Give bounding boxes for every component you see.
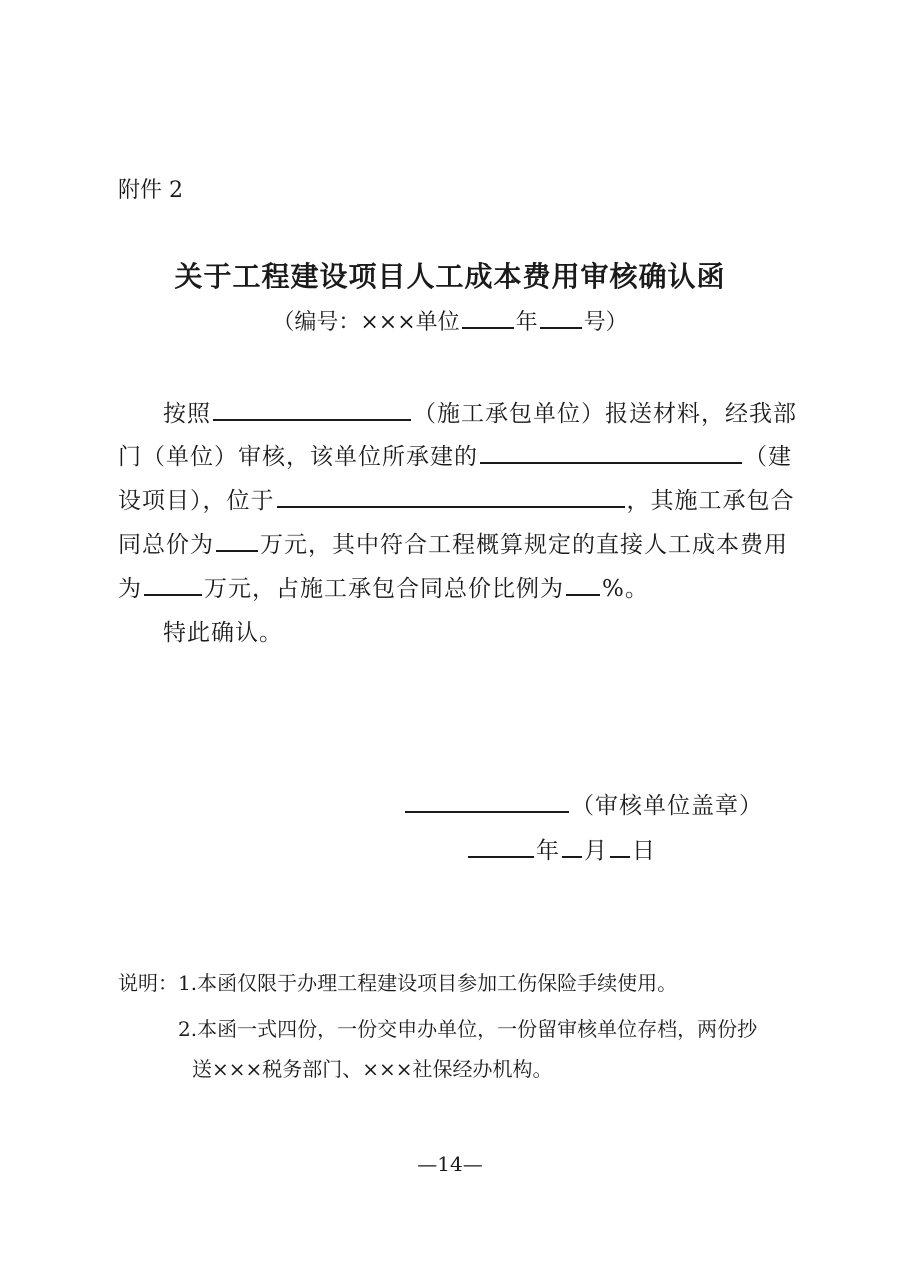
project-blank xyxy=(480,440,742,464)
body-text: （建 xyxy=(744,444,792,470)
body-text: 按照 xyxy=(163,401,211,427)
body-line-5 xyxy=(118,570,649,603)
body-line-6: 特此确认。 xyxy=(163,620,283,646)
note-label: 说明： xyxy=(118,971,178,995)
note-item-2-continued: 送×××税务部门、×××社保经办机构。 xyxy=(192,1057,553,1081)
date-day-blank xyxy=(610,834,630,858)
date-day-label: 日 xyxy=(632,838,656,864)
number-prefix: （编号：×××单位 xyxy=(272,310,460,335)
body-line-1 xyxy=(163,395,797,428)
number-year-label: 年 xyxy=(515,310,538,335)
date-year-label: 年 xyxy=(536,838,560,864)
date-year-blank xyxy=(468,834,534,858)
contractor-blank xyxy=(213,397,411,421)
date-line xyxy=(466,832,656,865)
seal-line xyxy=(403,787,763,820)
location-blank xyxy=(277,484,625,508)
total-price-blank xyxy=(216,528,258,552)
serial-blank xyxy=(540,305,582,329)
body-text: ，其施工承包合 xyxy=(626,488,795,514)
note-item-1: 1.本函仅限于办理工程建设项目参加工伤保险手续使用。 xyxy=(178,971,678,995)
document-title: 关于工程建设项目人工成本费用审核确认函 xyxy=(174,260,726,293)
date-month-blank xyxy=(562,834,582,858)
body-text: 设项目），位于 xyxy=(118,488,275,514)
body-text: 为 xyxy=(118,576,142,602)
number-suffix: 号） xyxy=(583,310,628,335)
note-line-1 xyxy=(118,967,677,996)
body-text: 门（单位）审核，该单位所承建的 xyxy=(118,444,478,470)
seal-label: （审核单位盖章） xyxy=(571,793,763,819)
body-line-2 xyxy=(118,438,792,471)
year-blank xyxy=(462,305,514,329)
attachment-label: 附件 2 xyxy=(118,178,183,203)
body-line-4 xyxy=(118,526,788,559)
seal-blank xyxy=(405,789,569,813)
body-line-3 xyxy=(118,482,795,515)
document-number-line xyxy=(0,305,900,336)
body-text: 万元，其中符合工程概算规定的直接人工成本费用 xyxy=(260,532,788,558)
note-item-2: 2.本函一式四份，一份交申办单位，一份留审核单位存档，两份抄 xyxy=(178,1017,758,1041)
date-month-label: 月 xyxy=(584,838,608,864)
page-number: —14— xyxy=(417,1152,483,1176)
ratio-blank xyxy=(566,572,600,596)
body-text: （施工承包单位）报送材料，经我部 xyxy=(413,401,797,427)
body-text: 同总价为 xyxy=(118,532,214,558)
body-text: 万元，占施工承包合同总价比例为 xyxy=(204,576,564,602)
body-text: %。 xyxy=(602,576,649,602)
labor-cost-blank xyxy=(144,572,202,596)
